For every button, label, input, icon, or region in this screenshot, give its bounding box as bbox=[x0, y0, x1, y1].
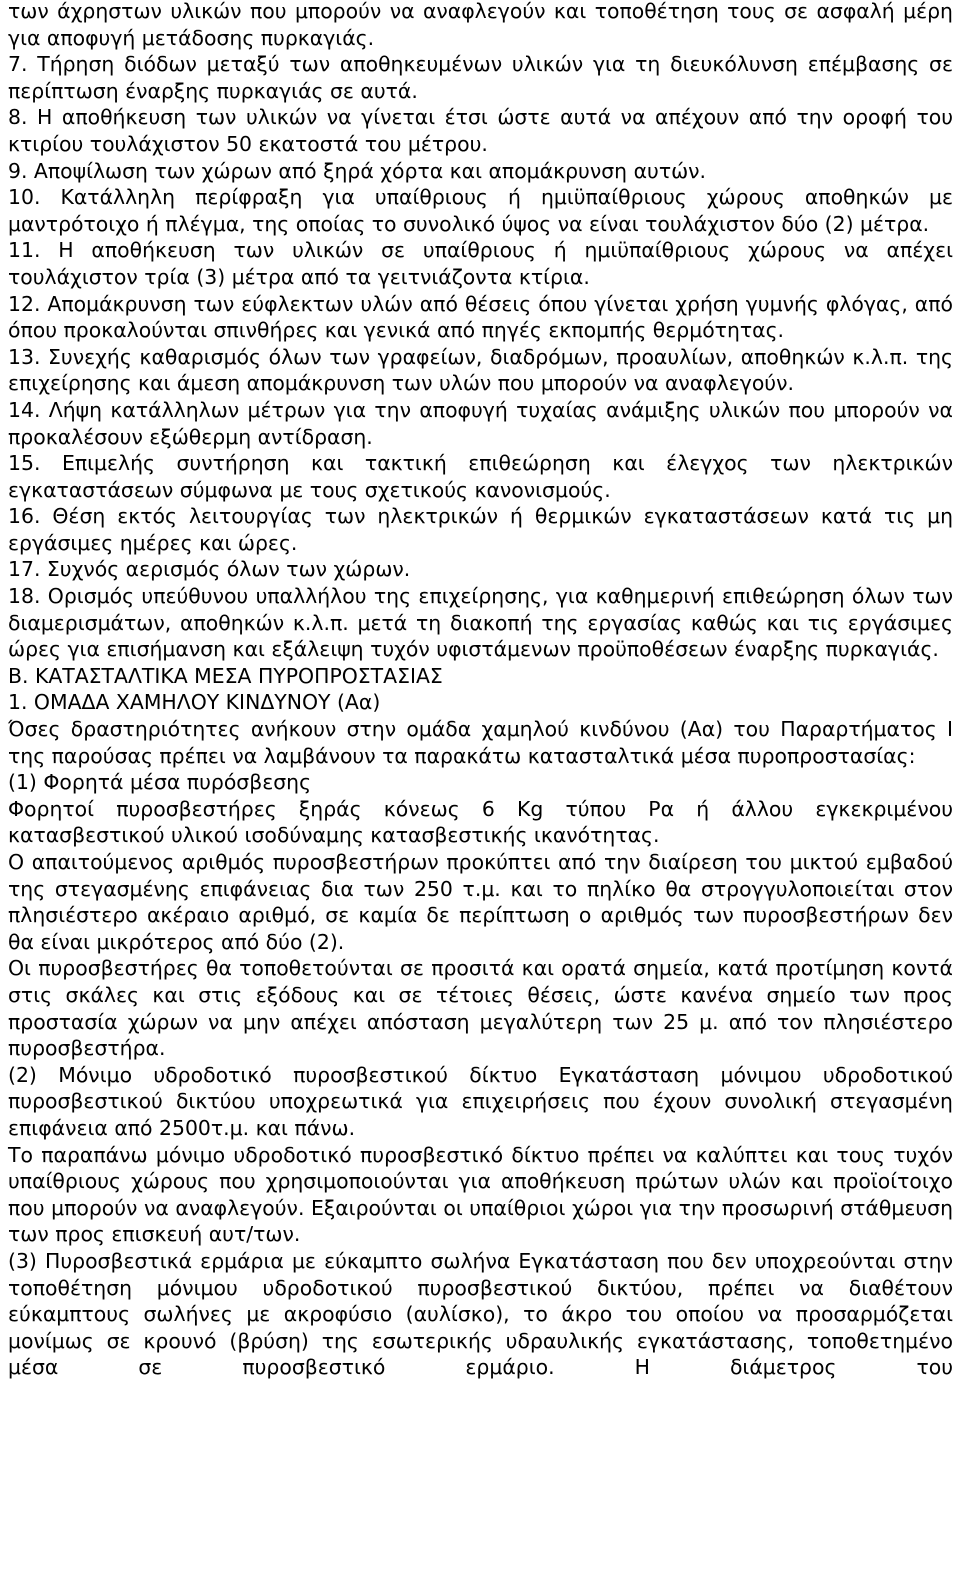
document-body bbox=[8, 0, 953, 1381]
list-item-8: 8. Η αποθήκευση των υλικών να γίνεται έτσι ώστε αυτά να απέχουν από την οροφή του κτιρίου τουλάχιστον 50 εκατοστά του μέτρου. bbox=[8, 105, 953, 156]
list-item-14: 14. Λήψη κατάλληλων μέτρων για την αποφυγή τυχαίας ανάμιξης υλικών που μπορούν να προκαλέσουν εξώθερμη αντίδραση. bbox=[8, 397, 953, 449]
list-item-13: 13. Συνεχής καθαρισμός όλων των γραφείων, διαδρόμων, προαυλίων, αποθηκών κ.λ.π. της επιχείρησης και άμεση απομάκρυνση των υλών που μπορούν να αναφλεγούν. bbox=[8, 344, 953, 396]
list-item-15: 15. Επιμελής συντήρηση και τακτική επιθεώρηση και έλεγχος των ηλεκτρικών εγκαταστάσεων σύμφωνα με τους σχετικούς κανονισμούς. bbox=[8, 451, 953, 502]
list-item-7: 7. Τήρηση διόδων μεταξύ των αποθηκευμένων υλικών για τη διευκόλυνση επέμβασης σε περίπτωση έναρξης πυρκαγιάς σε αυτά. bbox=[8, 52, 953, 103]
paragraph-hydrant-network: (2) Μόνιμο υδροδοτικό πυροσβεστικού δίκτυο Εγκατάσταση μόνιμου υδροδοτικού πυροσβεστικού δικτύου υποχρεωτικά για επιχειρήσεις που έχουν συνολική στεγασμένη επιφάνεια από 2500τ.μ. και πάνω. bbox=[8, 1062, 953, 1140]
item-heading-portable: (1) Φορητά μέσα πυρόσβεσης bbox=[8, 770, 312, 795]
paragraph-placement: Οι πυροσβεστήρες θα τοποθετούνται σε προσιτά και ορατά σημεία, κατά προτίμηση κοντά στις σκάλες και στις εξόδους και σε τέτοιες θέσεις, ώστε κανένα σημείο των προς προστασία χώρων να μην απέχει απόσταση μεγαλύτερη των 25 μ. από τον πλησιέστερο πυροσβεστήρα. bbox=[8, 956, 953, 1061]
list-item-16: 16. Θέση εκτός λειτουργίας των ηλεκτρικών ή θερμικών εγκαταστάσεων κατά τις μη εργάσιμες ημέρες και ώρες. bbox=[8, 504, 953, 555]
list-item-17: 17. Συχνός αερισμός όλων των χώρων. bbox=[8, 557, 411, 582]
paragraph-hose-cabinets: (3) Πυροσβεστικά ερμάρια με εύκαμπτο σωλήνα Εγκατάσταση που δεν υποχρεούνται στην τοποθέτηση μόνιμου υδροδοτικού πυροσβεστικού δικτύου, πρέπει να διαθέτουν εύκαμπτους σωλήνες με ακροφύσιο (αυλίσκο), το άκρο του οποίου να προσαρμόζεται μονίμως σε κρουνό (βρύση) της εσωτερικής υδραυλικής εγκατάστασης, τοποθετημένο μέσα σε πυροσβεστικό ερμάριο. Η διάμετρος του bbox=[8, 1248, 953, 1380]
paragraph-intro-continued: των άχρηστων υλικών που μπορούν να αναφλεγούν και τοποθέτηση τους σε ασφαλή μέρη για αποφυγή μετάδοσης πυρκαγιάς. bbox=[8, 0, 953, 50]
list-item-10: 10. Κατάλληλη περίφραξη για υπαίθριους ή ημιϋπαίθριους χώρους αποθηκών με μαντρότοιχο ή πλέγμα, της οποίας το συνολικό ύψος να είναι τουλάχιστον δύο (2) μέτρα. bbox=[8, 185, 953, 236]
subsection-heading-1: 1. ΟΜΑΔΑ ΧΑΜΗΛΟΥ ΚΙΝΔΥΝΟΥ (Αα) bbox=[8, 690, 381, 715]
list-item-9: 9. Αποψίλωση των χώρων από ξηρά χόρτα και απομάκρυνση αυτών. bbox=[8, 158, 707, 183]
paragraph-extinguishers: Φορητοί πυροσβεστήρες ξηράς κόνεως 6 Kg τύπου Ρα ή άλλου εγκεκριμένου κατασβεστικού υλικού ισοδύναμης κατασβεστικής ικανότητας. bbox=[8, 796, 953, 848]
paragraph-network-coverage: Το παραπάνω μόνιμο υδροδοτικό πυροσβεστικό δίκτυο πρέπει να καλύπτει και τους τυχόν υπαίθριους χώρους που χρησιμοποιούνται για αποθήκευση πρώτων υλών και προϊοίτοιχο που μπορούν να αναφλεγούν. Εξαιρούνται οι υπαίθριοι χώροι για την προσωρινή στάθμευση των προς επισκευή αυτ/των. bbox=[8, 1142, 953, 1247]
list-item-18: 18. Ορισμός υπεύθυνου υπαλλήλου της επιχείρησης, για καθημερινή επιθεώρηση όλων των διαμερισμάτων, αποθηκών κ.λ.π. μετά τη διακοπή της εργασίας καθώς και τις εργάσιμες ώρες για επισήμανση και εξάλειψη τυχόν υφιστάμενων προϋποθέσεων έναρξης πυρκαγιάς. bbox=[8, 584, 953, 662]
section-heading-b: Β. ΚΑΤΑΣΤΑΛΤΙΚΑ ΜΕΣΑ ΠΥΡΟΠΡΟΣΤΑΣΙΑΣ bbox=[8, 663, 443, 688]
paragraph-scope: Όσες δραστηριότητες ανήκουν στην ομάδα χαμηλού κινδύνου (Αα) του Παραρτήματος Ι της παρούσας πρέπει να λαμβάνουν τα παρακάτω κατασταλτικά μέσα πυροπροστασίας: bbox=[8, 717, 953, 768]
paragraph-required-number: Ο απαιτούμενος αριθμός πυροσβεστήρων προκύπτει από την διαίρεση του μικτού εμβαδού της στεγασμένης επιφάνειας δια των 250 τ.μ. και το πηλίκο θα στρογγυλοποιείται στον πλησιέστερο ακέραιο αριθμό, σε καμία δε περίπτωση ο αριθμός των πυροσβεστήρων δεν θα είναι μικρότερος από δύο (2). bbox=[8, 850, 953, 954]
list-item-11: 11. Η αποθήκευση των υλικών σε υπαίθριους ή ημιϋπαίθριους χώρους να απέχει τουλάχιστον τρία (3) μέτρα από τα γειτνιάζοντα κτίρια. bbox=[8, 238, 953, 289]
list-item-12: 12. Απομάκρυνση των εύφλεκτων υλών από θέσεις όπου γίνεται χρήση γυμνής φλόγας, από όπου προκαλούνται σπινθήρες και γενικά από πηγές εκπομπής θερμότητας. bbox=[8, 291, 953, 343]
